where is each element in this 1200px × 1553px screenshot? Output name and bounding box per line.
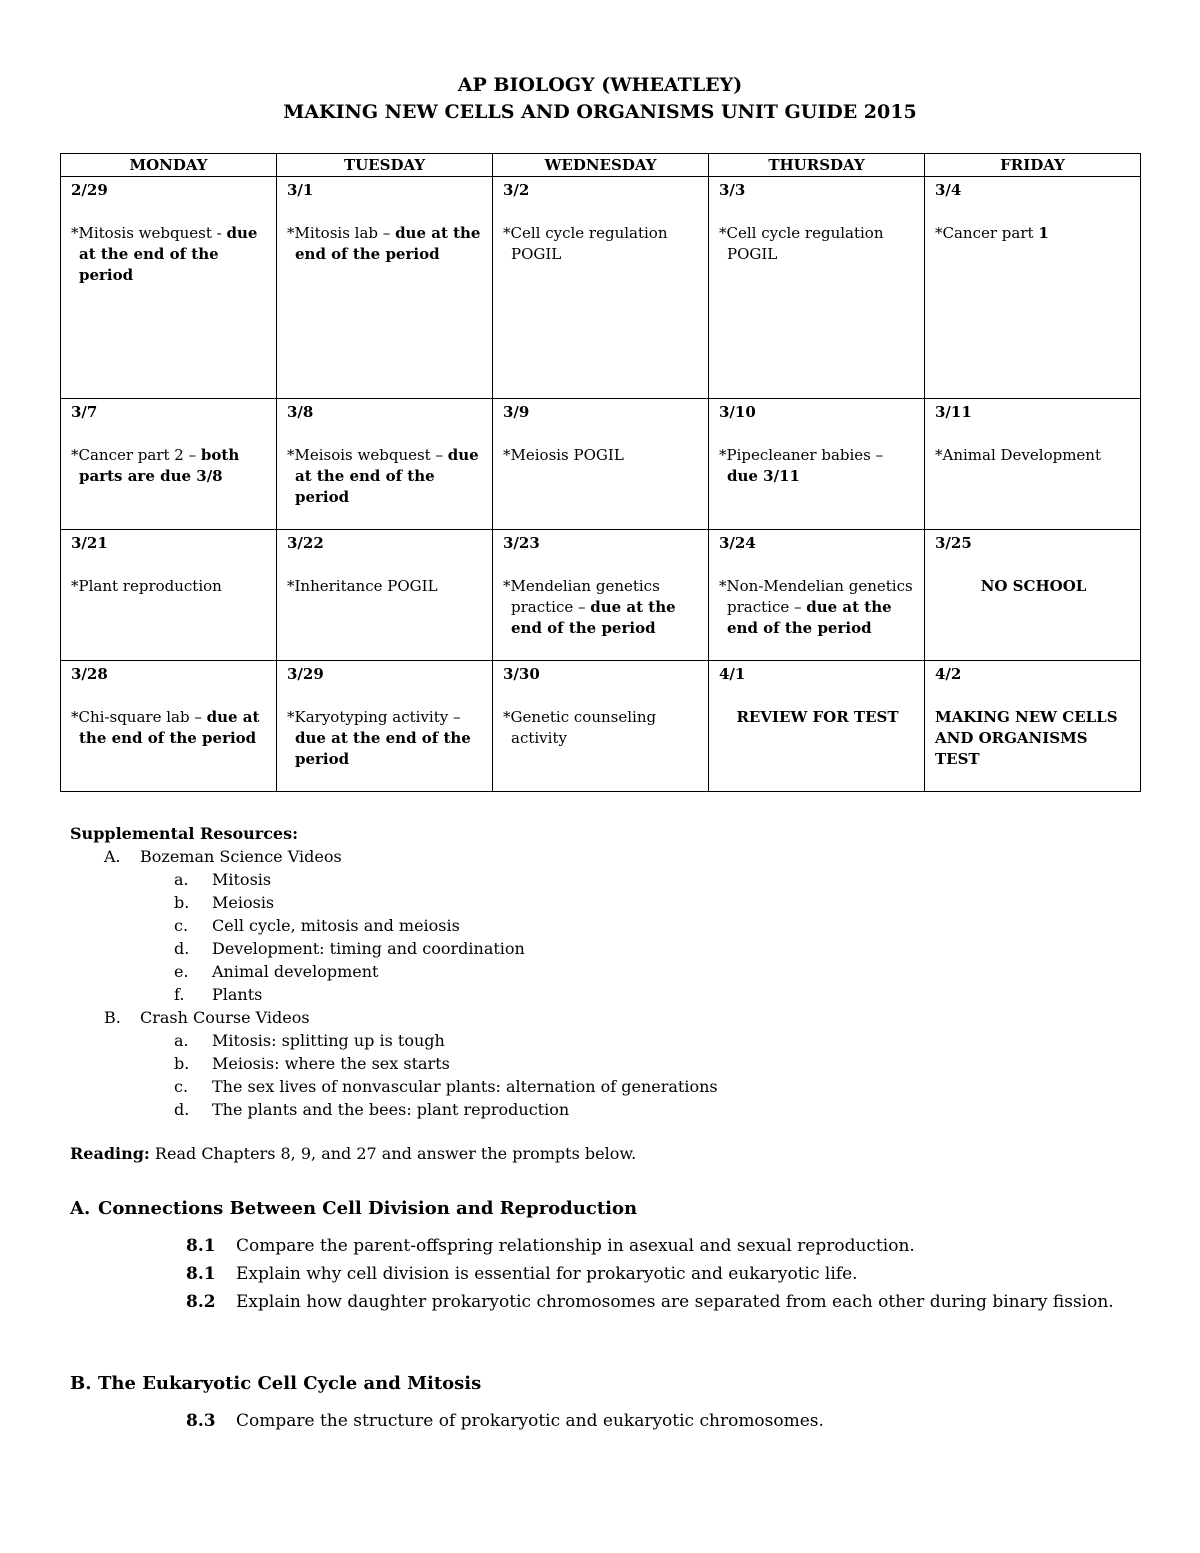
cell-date: 3/24 [719, 534, 756, 552]
list-item-label: Mitosis: splitting up is tough [212, 1031, 445, 1050]
activity-text: *Pipecleaner babies – [719, 446, 884, 464]
list-marker: d. [174, 1100, 190, 1119]
list-item [70, 868, 718, 891]
list-marker: A. [104, 847, 121, 866]
activity-text: *Inheritance POGIL [287, 577, 438, 595]
calendar-cell [925, 177, 1141, 399]
list-marker: a. [174, 870, 189, 889]
calendar-cell [709, 661, 925, 792]
cell-activity [287, 223, 484, 265]
cell-date: 3/4 [935, 181, 962, 199]
activity-text: *Meiosis POGIL [503, 446, 624, 464]
cell-activity [719, 576, 916, 639]
cell-date: 3/2 [503, 181, 530, 199]
cell-date: 3/28 [71, 665, 108, 683]
calendar-week-row [61, 399, 1141, 530]
reading-label: Reading: [70, 1144, 150, 1163]
activity-due: due at the end of the period [727, 598, 892, 637]
cell-date: 3/1 [287, 181, 314, 199]
cell-date: 3/3 [719, 181, 746, 199]
objective-item [186, 1407, 1136, 1435]
objective-text: Explain why cell division is essential for prokaryotic and eukaryotic life. [236, 1264, 858, 1284]
cell-activity [503, 707, 700, 749]
cell-activity [287, 576, 484, 597]
list-item-label: Animal development [212, 962, 379, 981]
cell-date: 3/9 [503, 403, 530, 421]
activity-text: *Animal Development [935, 446, 1101, 464]
list-marker: b. [174, 893, 190, 912]
calendar-cell [277, 399, 493, 530]
cell-activity [503, 445, 700, 466]
list-item [70, 914, 718, 937]
calendar-cell [925, 661, 1141, 792]
list-marker: f. [174, 985, 185, 1004]
list-item [70, 937, 718, 960]
cell-activity [719, 445, 916, 487]
objective-number: 8.1 [186, 1236, 216, 1256]
cell-activity [71, 445, 268, 487]
list-item [70, 983, 718, 1006]
cell-date: 4/2 [935, 665, 962, 683]
cell-date: 3/21 [71, 534, 108, 552]
cell-date: 3/22 [287, 534, 324, 552]
day-header: WEDNESDAY [493, 154, 709, 177]
list-item-label: The plants and the bees: plant reproduction [212, 1100, 570, 1119]
objective-text: Compare the parent-offspring relationship in asexual and sexual reproduction. [236, 1236, 915, 1256]
activity-text: *Non-Mendelian genetics practice – [719, 577, 913, 616]
objective-number: 8.3 [186, 1411, 216, 1431]
activity-text: *Mendelian genetics practice – [503, 577, 660, 616]
supplemental-heading: Supplemental Resources: [70, 824, 299, 843]
section-heading [70, 1373, 481, 1394]
list-marker: B. [104, 1008, 121, 1027]
cell-activity [71, 707, 268, 749]
cell-date: 3/8 [287, 403, 314, 421]
calendar-cell [493, 177, 709, 399]
calendar-week-row [61, 177, 1141, 399]
section-title: Connections Between Cell Division and Reproduction [98, 1198, 638, 1219]
cell-date: 2/29 [71, 181, 108, 199]
reading-text: Read Chapters 8, 9, and 27 and answer the prompts below. [149, 1144, 637, 1163]
activity-text: *Genetic counseling activity [503, 708, 657, 747]
calendar-cell [925, 399, 1141, 530]
objective-number: 8.2 [186, 1292, 216, 1312]
calendar-cell [709, 177, 925, 399]
objectives-list [186, 1407, 1136, 1435]
activity-due: due at the end of the period [295, 224, 481, 263]
section-heading [70, 1198, 637, 1219]
cell-activity [71, 223, 268, 286]
calendar-cell [709, 530, 925, 661]
section-title: The Eukaryotic Cell Cycle and Mitosis [98, 1373, 482, 1394]
objective-text: Explain how daughter prokaryotic chromosomes are separated from each other during binary fission. [236, 1292, 1114, 1312]
calendar-week-row [61, 661, 1141, 792]
activity-text: *Meisois webquest – [287, 446, 448, 464]
cell-activity [287, 707, 484, 770]
cell-activity [71, 576, 268, 597]
objective-number: 8.1 [186, 1264, 216, 1284]
cell-date: 3/30 [503, 665, 540, 683]
activity-text: *Cell cycle regulation POGIL [503, 224, 668, 263]
no-school-label: NO SCHOOL [980, 577, 1087, 595]
calendar-header-row [61, 154, 1141, 177]
objectives-list [186, 1232, 1136, 1316]
list-marker: c. [174, 916, 189, 935]
list-item-label: The sex lives of nonvascular plants: alternation of generations [212, 1077, 718, 1096]
list-marker: d. [174, 939, 190, 958]
cell-activity [503, 576, 700, 639]
review-label: REVIEW FOR TEST [736, 708, 899, 726]
reading-instructions [70, 1144, 636, 1163]
activity-due: due at the end of the period [511, 598, 676, 637]
activity-text: *Mitosis lab – [287, 224, 396, 242]
cell-activity [719, 223, 916, 265]
list-item-label: Meiosis [212, 893, 275, 912]
document-subtitle: MAKING NEW CELLS AND ORGANISMS UNIT GUIDE 2015 [283, 101, 917, 123]
activity-text: *Cancer part [935, 224, 1039, 242]
calendar-cell [61, 399, 277, 530]
activity-text: *Karyotyping activity – [287, 708, 461, 726]
objective-item [186, 1232, 1136, 1260]
day-header: FRIDAY [925, 154, 1141, 177]
activity-due: 1 [1038, 224, 1049, 242]
cell-date: 3/7 [71, 403, 98, 421]
cell-activity [287, 445, 484, 508]
calendar-cell [61, 530, 277, 661]
cell-date: 3/10 [719, 403, 756, 421]
day-header: THURSDAY [709, 154, 925, 177]
cell-date: 3/11 [935, 403, 972, 421]
list-item [70, 1098, 718, 1121]
supplemental-resources [70, 822, 718, 1121]
day-header: TUESDAY [277, 154, 493, 177]
cell-activity [503, 223, 700, 265]
activity-due: due at the end of the period [79, 708, 260, 747]
calendar-cell [277, 530, 493, 661]
list-item [70, 1075, 718, 1098]
cell-activity [935, 445, 1132, 466]
section-marker: B. [70, 1373, 92, 1394]
list-item-label: Meiosis: where the sex starts [212, 1054, 450, 1073]
resource-group-label: Bozeman Science Videos [140, 847, 342, 866]
calendar-cell [493, 399, 709, 530]
cell-activity [935, 223, 1132, 244]
activity-due: due 3/11 [727, 467, 800, 485]
calendar-cell [925, 530, 1141, 661]
list-marker: b. [174, 1054, 190, 1073]
objective-item [186, 1260, 1136, 1288]
list-item [70, 960, 718, 983]
list-item [70, 1029, 718, 1052]
list-marker: e. [174, 962, 189, 981]
resource-group-label: Crash Course Videos [140, 1008, 310, 1027]
calendar-cell [61, 661, 277, 792]
list-item-label: Cell cycle, mitosis and meiosis [212, 916, 460, 935]
test-label: MAKING NEW CELLS AND ORGANISMS TEST [935, 708, 1118, 768]
activity-text: *Cell cycle regulation POGIL [719, 224, 884, 263]
objective-item [186, 1288, 1136, 1316]
calendar-cell [277, 661, 493, 792]
list-marker: a. [174, 1031, 189, 1050]
calendar-cell [61, 177, 277, 399]
list-item [70, 1052, 718, 1075]
cell-date: 3/25 [935, 534, 972, 552]
resource-group [70, 845, 718, 868]
calendar-cell [709, 399, 925, 530]
list-marker: c. [174, 1077, 189, 1096]
activity-text: *Cancer part 2 – [71, 446, 201, 464]
activity-text: *Plant reproduction [71, 577, 222, 595]
calendar-cell [493, 530, 709, 661]
list-item-label: Plants [212, 985, 263, 1004]
section-marker: A. [70, 1198, 91, 1219]
list-item-label: Development: timing and coordination [212, 939, 525, 958]
cell-date: 4/1 [719, 665, 746, 683]
unit-calendar [60, 153, 1141, 792]
objective-text: Compare the structure of prokaryotic and eukaryotic chromosomes. [236, 1411, 824, 1431]
calendar-week-row [61, 530, 1141, 661]
list-item [70, 891, 718, 914]
list-item-label: Mitosis [212, 870, 272, 889]
activity-text: *Mitosis webquest - [71, 224, 227, 242]
activity-due: both parts are due 3/8 [79, 446, 240, 485]
calendar-cell [277, 177, 493, 399]
resource-group [70, 1006, 718, 1029]
day-header: MONDAY [61, 154, 277, 177]
calendar-cell [493, 661, 709, 792]
activity-due: due at the end of the period [79, 224, 258, 284]
cell-date: 3/29 [287, 665, 324, 683]
activity-due: due at the end of the period [295, 729, 471, 768]
document-title: AP BIOLOGY (WHEATLEY) [457, 74, 743, 96]
activity-due: due at the end of the period [295, 446, 479, 506]
activity-text: *Chi-square lab – [71, 708, 207, 726]
cell-date: 3/23 [503, 534, 540, 552]
